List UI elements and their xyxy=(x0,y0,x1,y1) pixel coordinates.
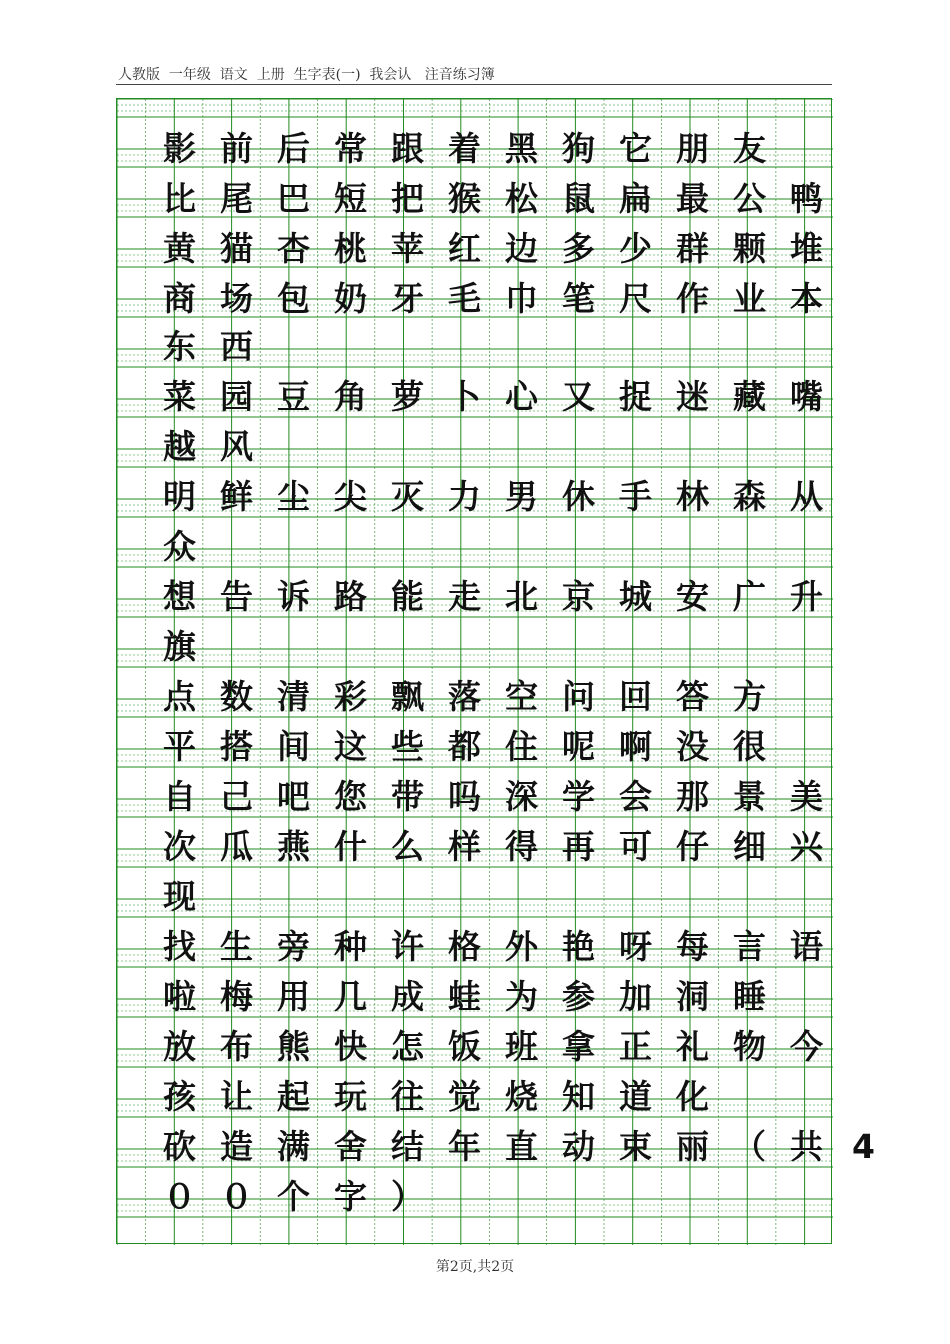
character-cell: 卜 xyxy=(448,377,481,416)
character-cell: 安 xyxy=(676,577,709,616)
character-cell: 苹 xyxy=(391,229,424,268)
character-cell: 洞 xyxy=(676,977,709,1016)
character-cell: 知 xyxy=(562,1077,595,1116)
character-cell: 猫 xyxy=(220,229,253,268)
character-row xyxy=(151,977,778,1017)
character-cell: 力 xyxy=(448,477,481,516)
character-row xyxy=(151,477,835,517)
character-cell: 没 xyxy=(676,727,709,766)
character-cell: 己 xyxy=(220,777,253,816)
character-cell: 园 xyxy=(220,377,253,416)
character-row xyxy=(151,627,208,667)
character-cell: 呢 xyxy=(562,727,595,766)
character-cell: 尖 xyxy=(334,477,367,516)
character-cell: 萝 xyxy=(391,377,424,416)
character-cell: 年 xyxy=(448,1127,481,1166)
character-cell: 个 xyxy=(277,1177,310,1216)
character-cell: 您 xyxy=(334,777,367,816)
character-cell: 礼 xyxy=(676,1027,709,1066)
character-cell: 语 xyxy=(790,927,823,966)
character-cell: 鸭 xyxy=(790,179,823,218)
character-cell: 样 xyxy=(448,827,481,866)
character-cell: 商 xyxy=(163,279,196,318)
character-cell: 群 xyxy=(676,229,709,268)
character-cell: 直 xyxy=(505,1127,538,1166)
character-cell: 深 xyxy=(505,777,538,816)
character-cell: 兴 xyxy=(790,827,823,866)
character-cell: 造 xyxy=(220,1127,253,1166)
character-cell: 些 xyxy=(391,727,424,766)
character-cell: 种 xyxy=(334,927,367,966)
character-row xyxy=(151,527,208,567)
character-cell: 手 xyxy=(619,477,652,516)
character-cell: 怎 xyxy=(391,1027,424,1066)
character-cell: 睡 xyxy=(733,977,766,1016)
character-cell: 城 xyxy=(619,577,652,616)
character-cell: 诉 xyxy=(277,577,310,616)
character-cell: 班 xyxy=(505,1027,538,1066)
character-cell: 想 xyxy=(163,577,196,616)
character-cell: 飘 xyxy=(391,677,424,716)
character-cell: 道 xyxy=(619,1077,652,1116)
character-cell: 奶 xyxy=(334,279,367,318)
character-cell: 比 xyxy=(163,179,196,218)
character-cell: 束 xyxy=(619,1127,652,1166)
character-cell: 每 xyxy=(676,927,709,966)
character-row xyxy=(151,677,778,717)
character-row xyxy=(151,377,835,417)
character-cell: 什 xyxy=(334,827,367,866)
character-cell: 许 xyxy=(391,927,424,966)
character-cell: 燕 xyxy=(277,827,310,866)
character-cell: 又 xyxy=(562,377,595,416)
character-cell: 告 xyxy=(220,577,253,616)
character-cell: 呀 xyxy=(619,927,652,966)
character-cell: 答 xyxy=(676,677,709,716)
character-cell: 鲜 xyxy=(220,477,253,516)
character-cell: 颗 xyxy=(733,229,766,268)
character-cell: 风 xyxy=(220,427,253,466)
character-row xyxy=(151,279,835,319)
character-cell: 多 xyxy=(562,229,595,268)
character-cell: 西 xyxy=(220,327,253,366)
character-cell: 男 xyxy=(505,477,538,516)
header-rule xyxy=(116,84,832,85)
character-cell: 成 xyxy=(391,977,424,1016)
character-cell: ０ xyxy=(220,1177,253,1216)
character-cell: 杏 xyxy=(277,229,310,268)
character-row xyxy=(151,229,835,269)
character-cell: 间 xyxy=(277,727,310,766)
character-cell: 都 xyxy=(448,727,481,766)
character-cell: 友 xyxy=(733,129,766,168)
character-cell: 猴 xyxy=(448,179,481,218)
character-cell: 4 xyxy=(852,1127,875,1166)
character-cell: 短 xyxy=(334,179,367,218)
character-cell: 黑 xyxy=(505,129,538,168)
character-cell: 彩 xyxy=(334,677,367,716)
character-cell: 前 xyxy=(220,129,253,168)
character-cell: 参 xyxy=(562,977,595,1016)
character-row xyxy=(151,1127,892,1167)
character-cell: 孩 xyxy=(163,1077,196,1116)
character-cell: 快 xyxy=(334,1027,367,1066)
character-cell: 今 xyxy=(790,1027,823,1066)
character-cell: 少 xyxy=(619,229,652,268)
character-cell: 找 xyxy=(163,927,196,966)
character-cell: 吧 xyxy=(277,777,310,816)
character-cell: 生 xyxy=(220,927,253,966)
character-cell: 后 xyxy=(277,129,310,168)
character-cell: 为 xyxy=(505,977,538,1016)
character-cell: ０ xyxy=(163,1177,196,1216)
character-cell: 用 xyxy=(277,977,310,1016)
character-cell: 景 xyxy=(733,777,766,816)
character-cell: 场 xyxy=(220,279,253,318)
character-cell: 广 xyxy=(733,577,766,616)
character-cell: 嘴 xyxy=(790,377,823,416)
character-row xyxy=(151,877,208,917)
character-cell: 学 xyxy=(562,777,595,816)
character-cell: 巾 xyxy=(505,279,538,318)
character-cell: 公 xyxy=(733,179,766,218)
character-cell: 方 xyxy=(733,677,766,716)
character-cell: 结 xyxy=(391,1127,424,1166)
character-cell: 尘 xyxy=(277,477,310,516)
character-cell: 住 xyxy=(505,727,538,766)
character-cell: 美 xyxy=(790,777,823,816)
character-cell: 平 xyxy=(163,727,196,766)
character-cell: 路 xyxy=(334,577,367,616)
character-cell: 可 xyxy=(619,827,652,866)
character-cell: 化 xyxy=(676,1077,709,1116)
character-cell: 尾 xyxy=(220,179,253,218)
character-cell: 带 xyxy=(391,777,424,816)
character-cell: 走 xyxy=(448,577,481,616)
character-cell: 回 xyxy=(619,677,652,716)
character-cell: 问 xyxy=(562,677,595,716)
character-cell: 那 xyxy=(676,777,709,816)
character-cell: 言 xyxy=(733,927,766,966)
page-footer: 第2页,共2页 xyxy=(435,1259,515,1275)
character-cell: 边 xyxy=(505,229,538,268)
character-cell: 尺 xyxy=(619,279,652,318)
character-cell: 空 xyxy=(505,677,538,716)
character-row xyxy=(151,727,778,767)
character-cell: 常 xyxy=(334,129,367,168)
character-cell: 笔 xyxy=(562,279,595,318)
character-cell: 鼠 xyxy=(562,179,595,218)
character-cell: 堆 xyxy=(790,229,823,268)
character-cell: 得 xyxy=(505,827,538,866)
character-cell: 饭 xyxy=(448,1027,481,1066)
character-cell: 格 xyxy=(448,927,481,966)
character-cell: 跟 xyxy=(391,129,424,168)
character-cell: 点 xyxy=(163,677,196,716)
character-cell: 朋 xyxy=(676,129,709,168)
character-cell: 越 xyxy=(163,427,196,466)
character-cell: 次 xyxy=(163,827,196,866)
character-cell: 会 xyxy=(619,777,652,816)
character-cell: 往 xyxy=(391,1077,424,1116)
character-cell: 艳 xyxy=(562,927,595,966)
page-header: 人教版 一年级 语文 上册 生字表(一) 我会认 注音练习簿 xyxy=(118,67,495,83)
character-cell: 舍 xyxy=(334,1127,367,1166)
character-cell: 毛 xyxy=(448,279,481,318)
character-cell: 清 xyxy=(277,677,310,716)
character-row xyxy=(151,427,265,467)
character-cell: 藏 xyxy=(733,377,766,416)
character-cell: 把 xyxy=(391,179,424,218)
character-cell: 满 xyxy=(277,1127,310,1166)
character-cell: 加 xyxy=(619,977,652,1016)
character-cell: 啊 xyxy=(619,727,652,766)
character-cell: 升 xyxy=(790,577,823,616)
character-cell: 搭 xyxy=(220,727,253,766)
character-cell: 共 xyxy=(790,1127,823,1166)
character-cell: 扁 xyxy=(619,179,652,218)
grid-lines xyxy=(117,99,833,1245)
character-cell: 落 xyxy=(448,677,481,716)
character-cell: 业 xyxy=(733,279,766,318)
character-cell: 丽 xyxy=(676,1127,709,1166)
character-cell: ） xyxy=(391,1177,424,1216)
character-row xyxy=(151,927,835,967)
character-cell: 几 xyxy=(334,977,367,1016)
character-cell: 北 xyxy=(505,577,538,616)
character-cell: 着 xyxy=(448,129,481,168)
character-cell: 起 xyxy=(277,1077,310,1116)
character-cell: 作 xyxy=(676,279,709,318)
character-row xyxy=(151,327,265,367)
character-cell: 外 xyxy=(505,927,538,966)
character-cell: 蛙 xyxy=(448,977,481,1016)
character-cell: 京 xyxy=(562,577,595,616)
character-cell: 它 xyxy=(619,129,652,168)
character-cell: 众 xyxy=(163,527,196,566)
character-cell: 从 xyxy=(790,477,823,516)
character-cell: 休 xyxy=(562,477,595,516)
character-cell: 梅 xyxy=(220,977,253,1016)
character-cell: 巴 xyxy=(277,179,310,218)
character-cell: （ xyxy=(733,1127,766,1166)
character-cell: 自 xyxy=(163,777,196,816)
character-row xyxy=(151,777,835,817)
character-row xyxy=(151,1077,721,1117)
character-cell: 布 xyxy=(220,1027,253,1066)
character-cell: 物 xyxy=(733,1027,766,1066)
character-cell: 红 xyxy=(448,229,481,268)
character-cell: 包 xyxy=(277,279,310,318)
character-cell: 很 xyxy=(733,727,766,766)
practice-grid xyxy=(116,98,875,1244)
character-cell: 仔 xyxy=(676,827,709,866)
character-cell: 吗 xyxy=(448,777,481,816)
character-cell: 啦 xyxy=(163,977,196,1016)
character-cell: 角 xyxy=(334,377,367,416)
character-cell: 本 xyxy=(790,279,823,318)
character-cell: 熊 xyxy=(277,1027,310,1066)
character-cell: 明 xyxy=(163,477,196,516)
character-cell: 迷 xyxy=(676,377,709,416)
character-cell: 现 xyxy=(163,877,196,916)
character-cell: 松 xyxy=(505,179,538,218)
character-cell: 么 xyxy=(391,827,424,866)
character-cell: 东 xyxy=(163,327,196,366)
character-cell: 豆 xyxy=(277,377,310,416)
character-cell: 砍 xyxy=(163,1127,196,1166)
character-row xyxy=(151,577,835,617)
character-cell: 牙 xyxy=(391,279,424,318)
character-cell: 森 xyxy=(733,477,766,516)
character-cell: 这 xyxy=(334,727,367,766)
character-cell: 林 xyxy=(676,477,709,516)
character-cell: 玩 xyxy=(334,1077,367,1116)
character-row xyxy=(151,1177,436,1217)
character-cell: 影 xyxy=(163,129,196,168)
character-cell: 字 xyxy=(334,1177,367,1216)
character-cell: 让 xyxy=(220,1077,253,1116)
character-cell: 能 xyxy=(391,577,424,616)
character-cell: 正 xyxy=(619,1027,652,1066)
character-cell: 瓜 xyxy=(220,827,253,866)
character-cell: 菜 xyxy=(163,377,196,416)
character-row xyxy=(151,827,835,867)
character-cell: 黄 xyxy=(163,229,196,268)
character-cell: 旗 xyxy=(163,627,196,666)
character-cell: 心 xyxy=(505,377,538,416)
character-cell: 狗 xyxy=(562,129,595,168)
character-cell: 桃 xyxy=(334,229,367,268)
character-cell: 放 xyxy=(163,1027,196,1066)
character-row xyxy=(151,129,778,169)
character-cell: 动 xyxy=(562,1127,595,1166)
character-cell: 再 xyxy=(562,827,595,866)
character-row xyxy=(151,179,835,219)
character-cell: 旁 xyxy=(277,927,310,966)
character-cell: 数 xyxy=(220,677,253,716)
character-cell: 拿 xyxy=(562,1027,595,1066)
character-cell: 捉 xyxy=(619,377,652,416)
character-cell: 最 xyxy=(676,179,709,218)
character-row xyxy=(151,1027,835,1067)
character-cell: 觉 xyxy=(448,1077,481,1116)
character-cell: 细 xyxy=(733,827,766,866)
character-cell: 烧 xyxy=(505,1077,538,1116)
character-cell: 灭 xyxy=(391,477,424,516)
